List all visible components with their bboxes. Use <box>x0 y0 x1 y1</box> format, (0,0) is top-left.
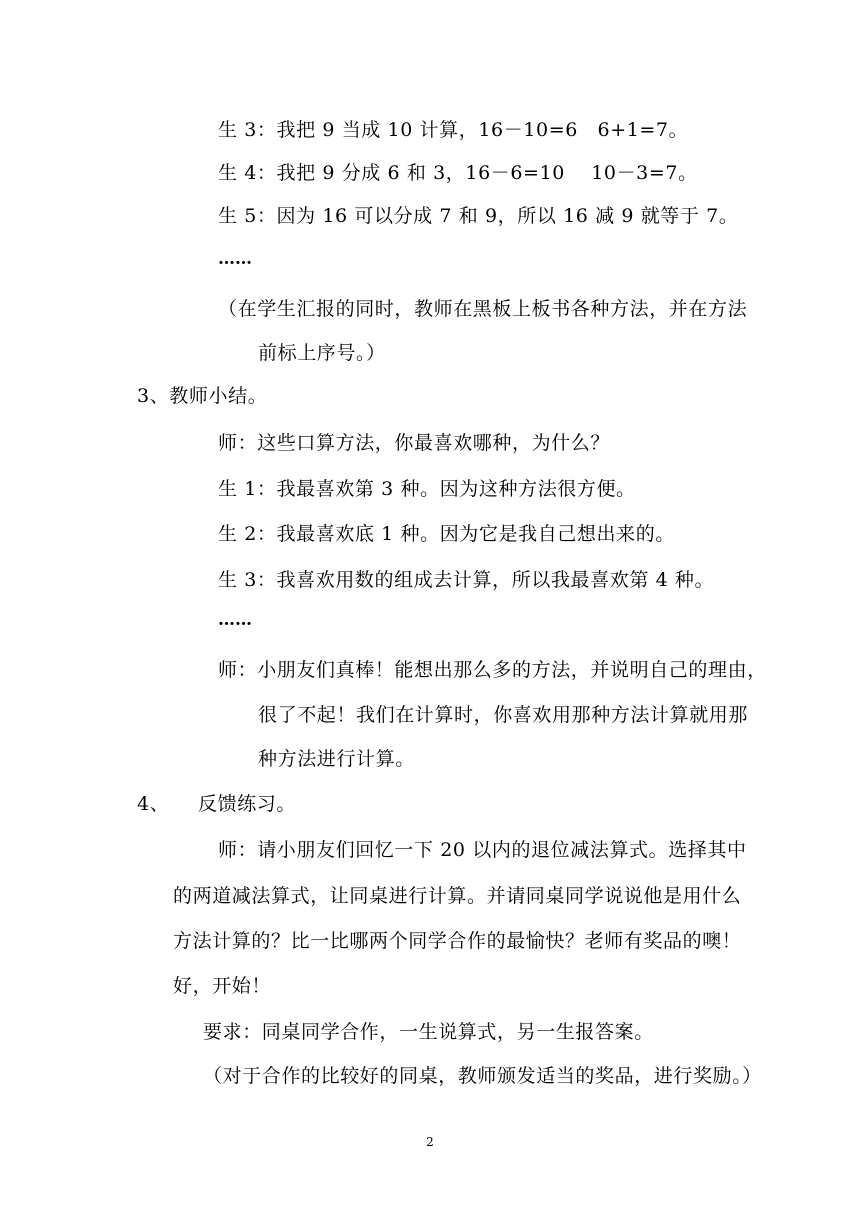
teacher-praise-line-2: 很了不起！我们在计算时，你喜欢用那种方法计算就用那 <box>258 704 749 726</box>
teacher-note-1-line-2: 前标上序号。） <box>258 342 386 364</box>
teacher-question: 师：这些口算方法，你最喜欢哪种，为什么？ <box>218 432 611 454</box>
teacher-praise-line-3: 种方法进行计算。 <box>258 748 415 770</box>
practice-paragraph-line-2: 的两道减法算式，让同桌进行计算。并请同桌同学说说他是用什么 <box>173 885 742 907</box>
student3-line: 生 3：我把 9 当成 10 计算，16－10=6 6+1=7。 <box>218 119 689 141</box>
section-4-number: 4、 <box>137 793 170 815</box>
page-number: 2 <box>426 1135 434 1149</box>
section-4-heading: 反馈练习。 <box>198 793 297 815</box>
answer-student3: 生 3：我喜欢用数的组成去计算，所以我最喜欢第 4 种。 <box>218 569 715 591</box>
student4-line: 生 4：我把 9 分成 6 和 3，16－6=10 10－3=7。 <box>218 162 698 184</box>
requirement-line: 要求：同桌同学合作，一生说算式，另一生报答案。 <box>203 1021 654 1043</box>
answer-student2: 生 2：我最喜欢底 1 种。因为它是我自己想出来的。 <box>218 523 675 545</box>
answer-student1: 生 1：我最喜欢第 3 种。因为这种方法很方便。 <box>218 478 636 500</box>
practice-paragraph-line-3: 方法计算的？比一比哪两个同学合作的最愉快？老师有奖品的噢！ <box>173 930 742 952</box>
teacher-note-1-line-1: （在学生汇报的同时，教师在黑板上板书各种方法，并在方法 <box>218 298 748 320</box>
teacher-praise-line-1: 师：小朋友们真棒！能想出那么多的方法，并说明自己的理由， <box>218 659 767 681</box>
practice-paragraph-line-4: 好，开始！ <box>173 975 272 997</box>
practice-paragraph-line-1: 师：请小朋友们回忆一下 20 以内的退位减法算式。选择其中 <box>218 839 747 861</box>
section-3-heading: 3、教师小结。 <box>137 385 268 407</box>
student5-line: 生 5：因为 16 可以分成 7 和 9，所以 16 减 9 就等于 7。 <box>218 205 739 227</box>
ellipsis-1: …… <box>218 249 252 269</box>
ellipsis-2: …… <box>218 610 252 630</box>
teacher-note-2: （对于合作的比较好的同桌，教师颁发适当的奖品，进行奖励。） <box>203 1065 762 1087</box>
